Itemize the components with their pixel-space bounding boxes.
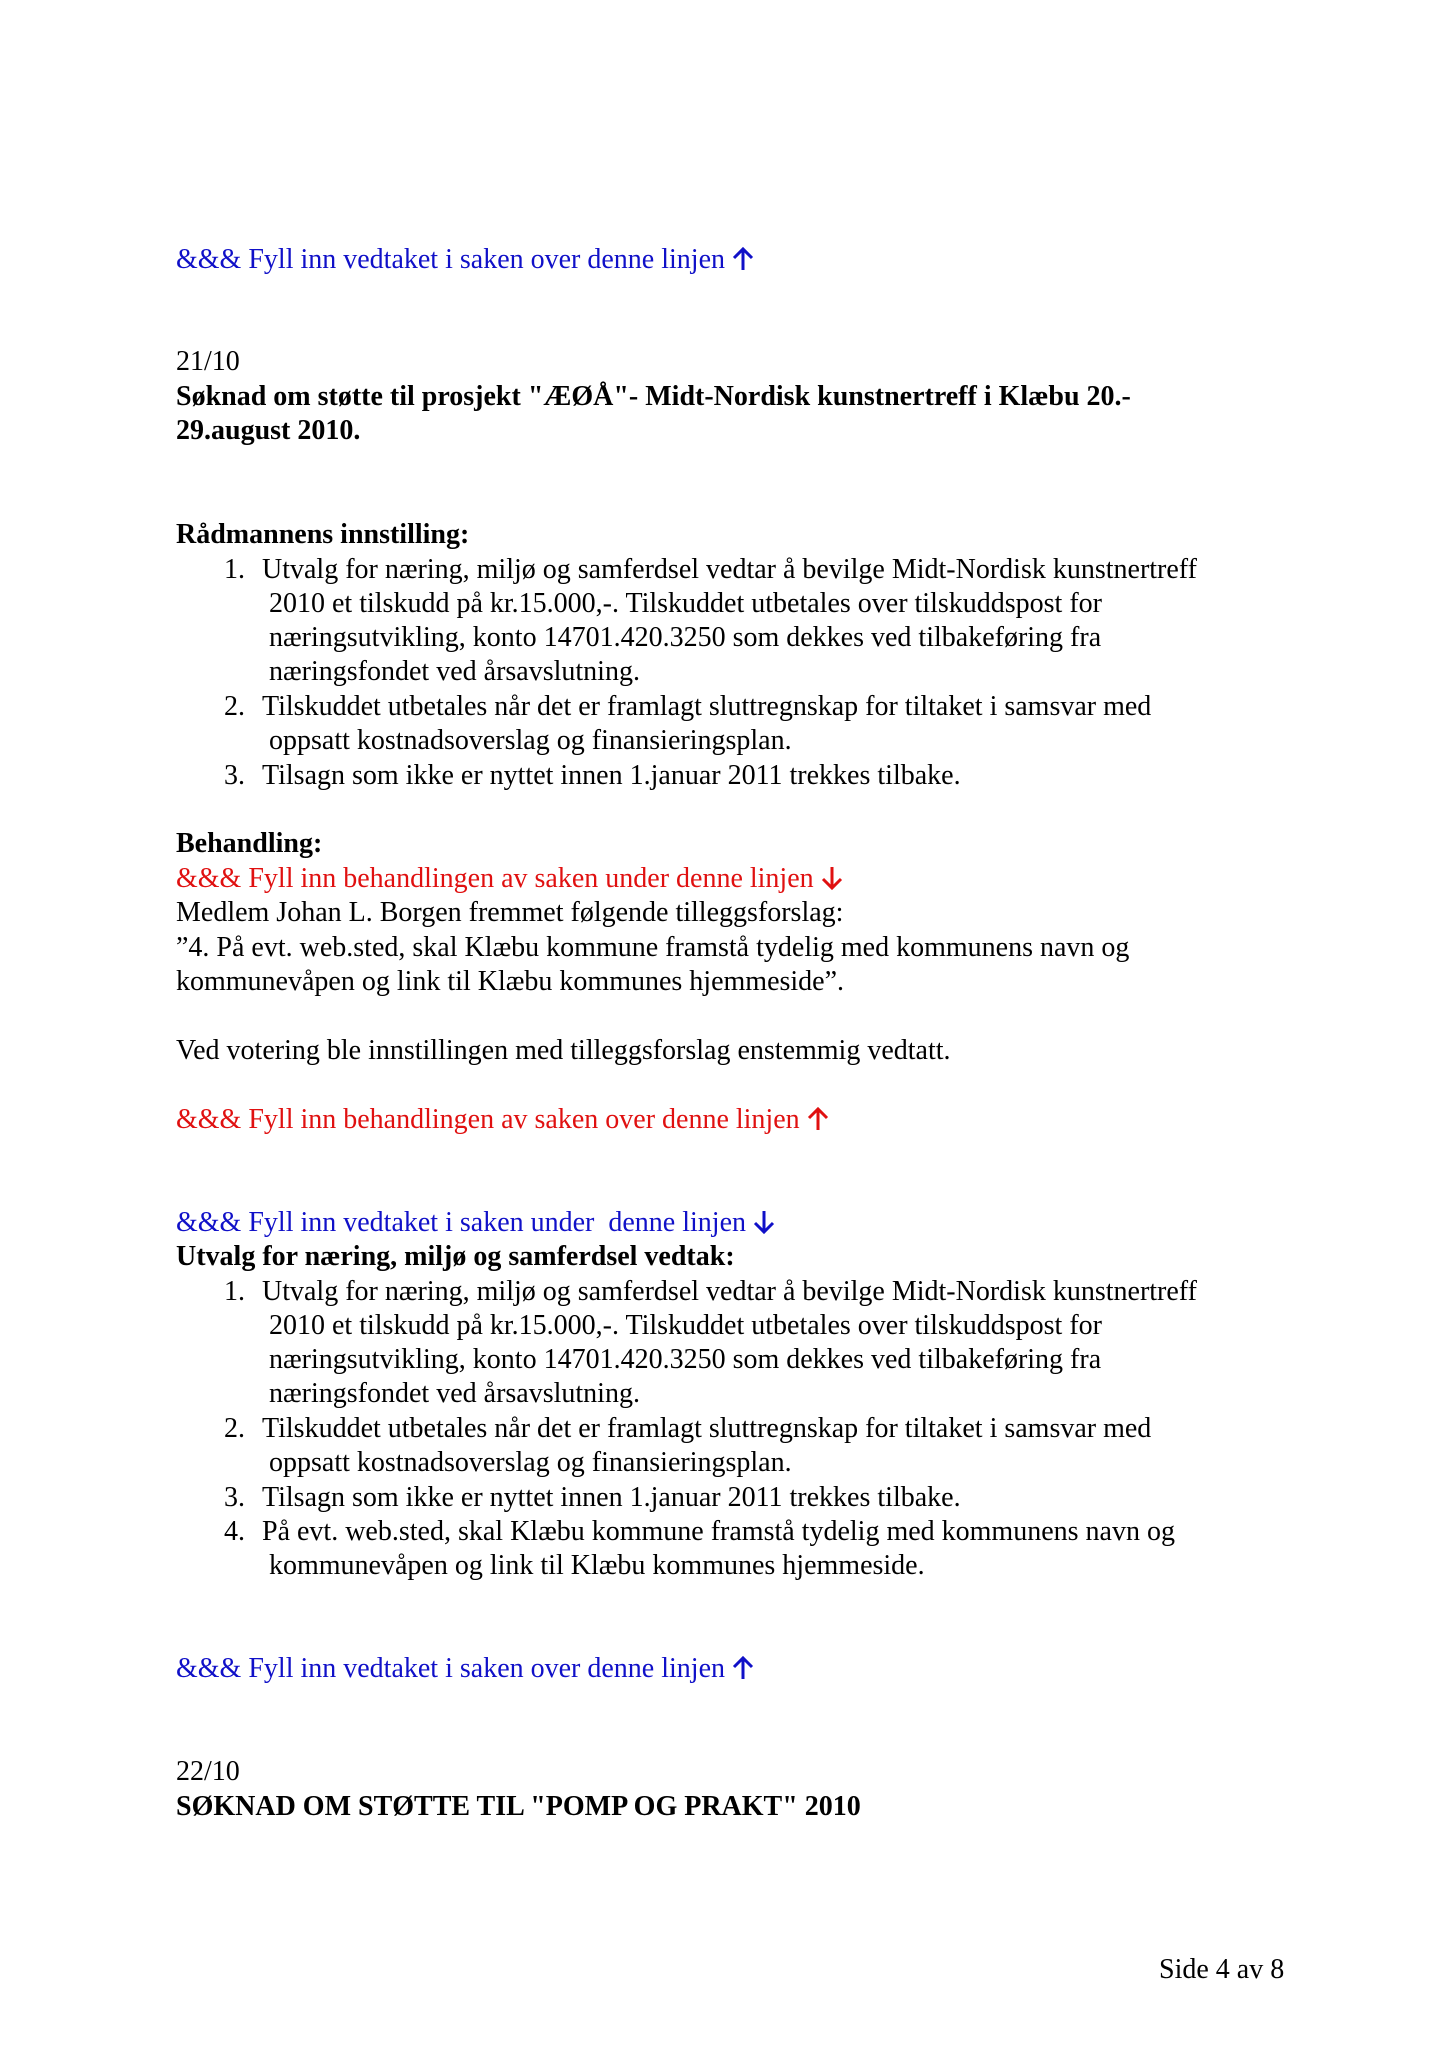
decision-start-marker [176,1206,776,1240]
list-item-line: oppsatt kostnadsoverslag og finansieringsplan. [269,1447,792,1478]
treatment-text-line: Medlem Johan L. Borgen fremmet følgende tilleggsforslag: [176,897,844,928]
list-item-line: næringsutvikling, konto 14701.420.3250 som dekkes ved tilbakeføring fra [269,622,1102,653]
list-number: 2. [224,1413,245,1444]
list-item-line: Tilsagn som ikke er nyttet innen 1.januar 2011 trekkes tilbake. [262,1482,961,1513]
recommendation-heading: Rådmannens innstilling: [176,519,470,550]
arrow-down-icon [820,862,844,896]
case-number: 22/10 [176,1756,240,1787]
marker-text: &&& Fyll inn behandlingen av saken over denne linjen [176,1104,800,1135]
marker-text: &&& Fyll inn vedtaket i saken under denne linjen [176,1207,746,1238]
decision-end-marker [176,1652,755,1686]
list-item-line: 2010 et tilskudd på kr.15.000,-. Tilskuddet utbetales over tilskuddspost for [269,1310,1102,1341]
list-item-line: Tilskuddet utbetales når det er framlagt sluttregnskap for tiltaket i samsvar med [262,691,1152,722]
list-item-line: På evt. web.sted, skal Klæbu kommune framstå tydelig med kommunens navn og [262,1516,1175,1547]
marker-text: &&& Fyll inn behandlingen av saken under denne linjen [176,863,814,894]
list-number: 1. [224,1276,245,1307]
list-number: 3. [224,760,245,791]
list-number: 3. [224,1482,245,1513]
vote-result: Ved votering ble innstillingen med tilleggsforslag enstemmig vedtatt. [176,1035,951,1066]
marker-text: &&& Fyll inn vedtaket i saken over denne linjen [176,244,725,275]
list-item-line: Utvalg for næring, miljø og samferdsel vedtar å bevilge Midt-Nordisk kunstnertreff [262,554,1197,585]
list-number: 4. [224,1516,245,1547]
list-item-line: næringsfondet ved årsavslutning. [269,656,640,687]
treatment-text-line: kommunevåpen og link til Klæbu kommunes hjemmeside”. [176,966,845,997]
arrow-down-icon [752,1206,776,1240]
list-item-line: Utvalg for næring, miljø og samferdsel vedtar å bevilge Midt-Nordisk kunstnertreff [262,1276,1197,1307]
treatment-text-line: ”4. På evt. web.sted, skal Klæbu kommune framstå tydelig med kommunens navn og [176,932,1130,963]
list-number: 2. [224,691,245,722]
list-item-line: kommunevåpen og link til Klæbu kommunes hjemmeside. [269,1550,925,1581]
case-number: 21/10 [176,346,240,377]
decision-heading: Utvalg for næring, miljø og samferdsel vedtak: [176,1241,735,1272]
list-number: 1. [224,554,245,585]
list-item-line: Tilskuddet utbetales når det er framlagt sluttregnskap for tiltaket i samsvar med [262,1413,1152,1444]
case-title: SØKNAD OM STØTTE TIL "POMP OG PRAKT" 2010 [176,1791,861,1822]
treatment-heading: Behandling: [176,828,323,859]
page-number: Side 4 av 8 [1159,1954,1285,1985]
decision-end-marker-top [176,243,755,277]
list-item-line: næringsfondet ved årsavslutning. [269,1378,640,1409]
case-title-line-1: Søknad om støtte til prosjekt "ÆØÅ"- Midt-Nordisk kunstnertreff i Klæbu 20.- [176,381,1131,412]
arrow-up-icon [806,1103,830,1137]
list-item-line: 2010 et tilskudd på kr.15.000,-. Tilskuddet utbetales over tilskuddspost for [269,588,1102,619]
treatment-start-marker [176,862,844,896]
marker-text: &&& Fyll inn vedtaket i saken over denne linjen [176,1653,725,1684]
arrow-up-icon [731,243,755,277]
treatment-end-marker [176,1103,830,1137]
list-item-line: næringsutvikling, konto 14701.420.3250 som dekkes ved tilbakeføring fra [269,1344,1102,1375]
list-item-line: oppsatt kostnadsoverslag og finansieringsplan. [269,725,792,756]
case-title-line-2: 29.august 2010. [176,415,361,446]
arrow-up-icon [731,1652,755,1686]
list-item-line: Tilsagn som ikke er nyttet innen 1.januar 2011 trekkes tilbake. [262,760,961,791]
